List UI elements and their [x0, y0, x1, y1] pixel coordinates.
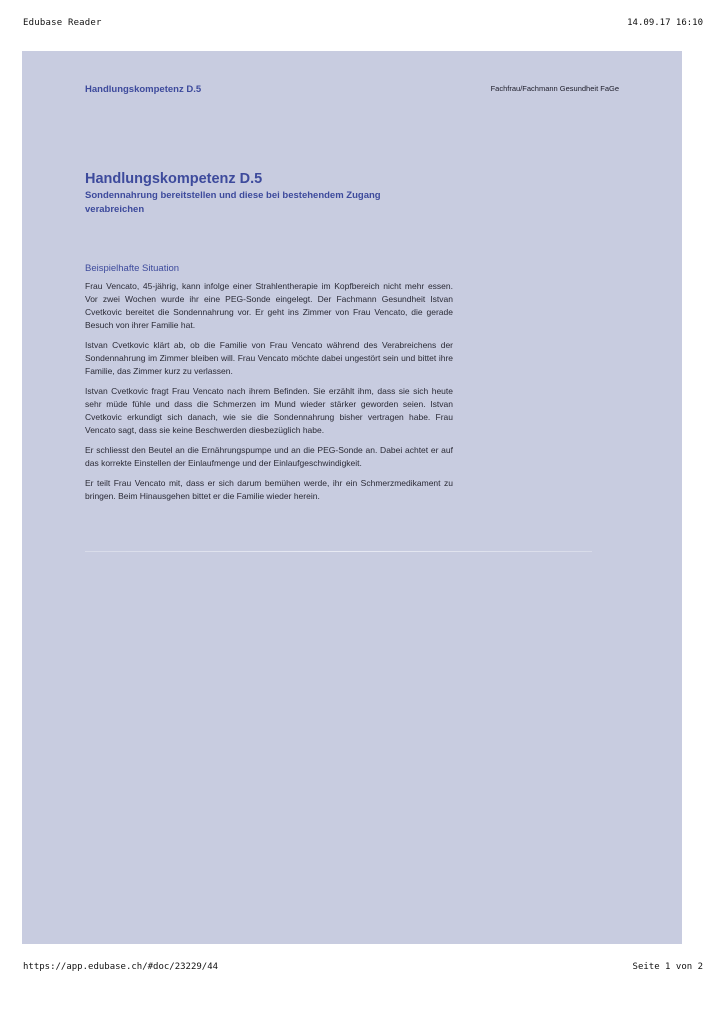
- paragraph-3: Istvan Cvetkovic fragt Frau Vencato nach ihrem Befinden. Sie erzählt ihm, dass sie sich heute sehr müde fühle und dass die Schmerzen im Mund wieder stärker geworden seien. Istvan Cvetkovic erkundigt sich danach, wie sie die Sondennahrung bisher vertragen habe. Frau Vencato sagt, dass sie keine Beschwerden diesbezüglich habe.: [85, 386, 453, 435]
- paragraph-5: Er teilt Frau Vencato mit, dass er sich darum bemühen werde, ihr ein Schmerzmedikament zu bringen. Beim Hinausgehen bittet er die Familie wieder herein.: [85, 478, 453, 501]
- running-header-left: Handlungskompetenz D.5: [85, 84, 202, 95]
- section-heading: Beispielhafte Situation: [85, 263, 180, 274]
- page-subtitle: Sondennahrung bereitstellen und diese bei bestehendem Zugang verabreichen: [85, 190, 381, 215]
- running-header-right: Fachfrau/Fachmann Gesundheit FaGe: [490, 84, 619, 93]
- paragraph-4: Er schliesst den Beutel an die Ernährungspumpe und an die PEG-Sonde an. Dabei achtet er auf das korrekte Einstellen der Einlaufmenge und der Einlaufgeschwindigkeit.: [85, 445, 453, 468]
- body-text: [85, 280, 453, 510]
- page-title: Handlungskompetenz D.5: [85, 171, 263, 187]
- paragraph-2: Istvan Cvetkovic klärt ab, ob die Familie von Frau Vencato während des Verabreichens der Sondennahrung im Zimmer bleiben will. Frau Vencato möchte dabei ungestört sein und bittet ihre Familie, das Zimmer kurz zu verlassen.: [85, 340, 453, 376]
- print-header-app-name: Edubase Reader: [23, 18, 102, 28]
- print-footer-page-indicator: Seite 1 von 2: [632, 962, 703, 972]
- section-divider: [85, 551, 592, 552]
- print-footer-url[interactable]: https://app.edubase.ch/#doc/23229/44: [23, 962, 219, 972]
- print-header-datetime: 14.09.17 16:10: [627, 18, 703, 28]
- document-page: [22, 51, 682, 944]
- paragraph-1: Frau Vencato, 45-jährig, kann infolge einer Strahlentherapie im Kopfbereich nicht mehr essen. Vor zwei Wochen wurde ihr eine PEG-Sonde eingelegt. Der Fachmann Gesundheit Istvan Cvetkovic bereitet die Sondennahrung vor. Er geht ins Zimmer von Frau Vencato, die gerade Besuch von ihrer Familie hat.: [85, 281, 453, 330]
